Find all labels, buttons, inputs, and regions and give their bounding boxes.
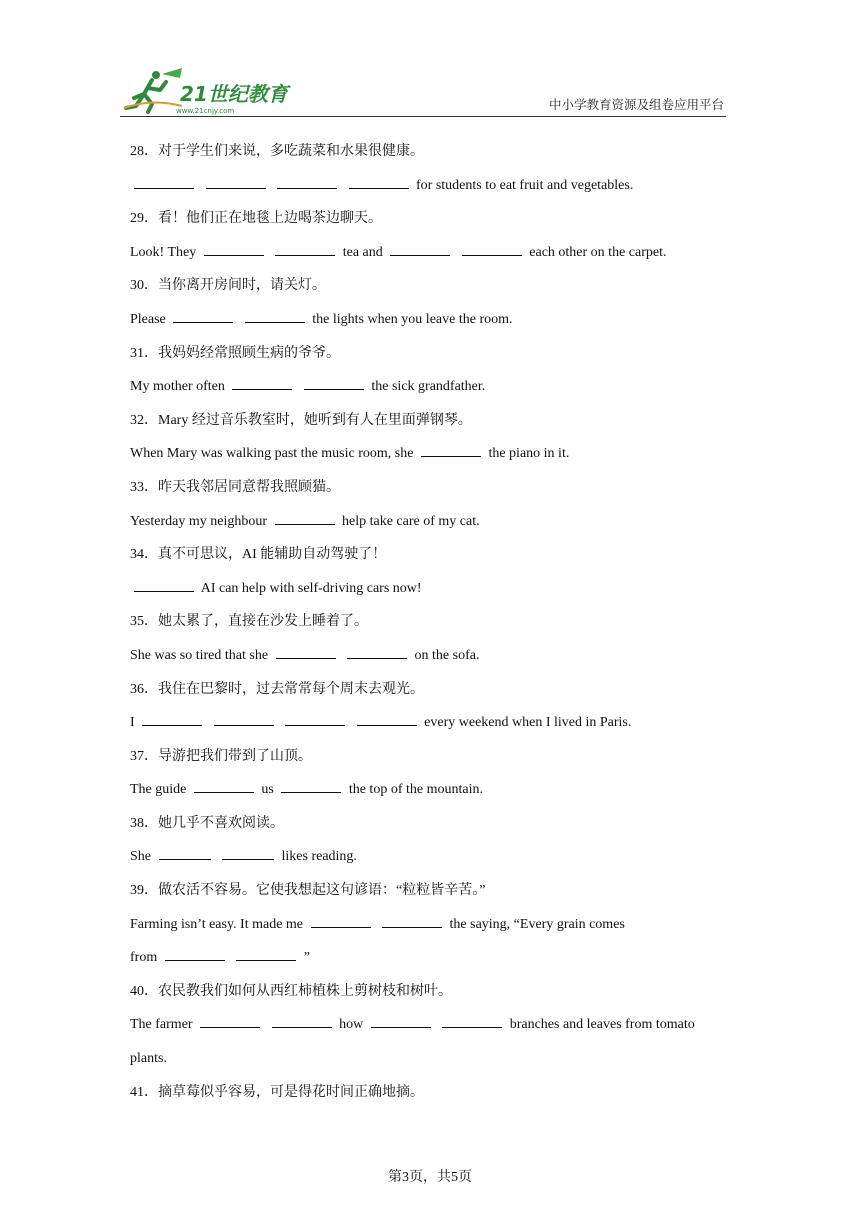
question-number: 32． [130,412,158,428]
question-number: 40． [130,983,158,999]
answer-blank[interactable] [357,710,417,726]
sentence-text: the piano in it. [488,446,570,462]
sentence-text: My mother often [130,379,225,395]
question-number: 31． [130,345,158,361]
question-prompt [130,205,730,239]
page-header [120,64,726,117]
sentence-text: Please [130,311,166,327]
answer-blank[interactable] [204,240,264,256]
answer-blank[interactable] [236,945,296,961]
question-chinese-text: 摘草莓似乎容易，可是得花时间正确地摘。 [158,1084,424,1100]
answer-blank[interactable] [275,240,335,256]
answer-blank[interactable] [442,1012,502,1028]
sentence-text: When Mary was walking past the music room, she [130,446,414,462]
sentence-text: how [339,1017,364,1033]
question-number: 37． [130,748,158,764]
question-english-line [130,239,730,273]
question-chinese-text: 做农活不容易。它使我想起这句谚语：“粒粒皆辛苦。” [158,883,486,899]
question-prompt [130,810,730,844]
question-english-line [130,508,730,542]
answer-blank[interactable] [304,374,364,390]
question-chinese-text: 对于学生们来说，多吃蔬菜和水果很健康。 [158,144,424,159]
answer-blank[interactable] [382,912,442,928]
question-chinese-text: 导游把我们带到了山顶。 [158,748,312,764]
sentence-text: She [130,849,151,865]
logo-21cnjy [122,68,292,116]
sentence-text: on the sofa. [414,647,480,663]
answer-blank[interactable] [214,710,274,726]
answer-blank[interactable] [275,509,335,525]
logo-text: 21世纪教育 [180,82,288,106]
question-prompt [130,978,730,1012]
question-number: 38． [130,815,158,831]
question-english-line [130,306,730,340]
question-number: 34． [130,547,158,563]
sentence-text: every weekend when I lived in Paris. [424,715,632,731]
sentence-text: the sick grandfather. [371,379,486,395]
question-prompt [130,676,730,710]
sentence-text: Yesterday my neighbour [130,513,268,529]
sentence-text: The farmer [130,1017,193,1033]
answer-blank[interactable] [285,710,345,726]
question-chinese-text: 她太累了，直接在沙发上睡着了。 [158,614,368,630]
answer-blank[interactable] [194,777,254,793]
answer-blank[interactable] [206,173,266,189]
answer-blank[interactable] [272,1012,332,1028]
answer-blank[interactable] [159,844,211,860]
question-number: 29． [130,211,158,227]
question-chinese-text: 她几乎不喜欢阅读。 [158,815,284,831]
sentence-text: ” [303,950,310,966]
question-number: 41． [130,1084,158,1100]
answer-blank[interactable] [390,240,450,256]
sentence-text: help take care of my cat. [342,513,480,529]
question-english-line [130,1011,730,1045]
question-prompt [130,407,730,441]
page-number: 第3页，共5页 [388,1170,472,1185]
answer-blank[interactable] [311,912,371,928]
answer-blank[interactable] [165,945,225,961]
question-number: 36． [130,681,158,697]
answer-blank[interactable] [349,173,409,189]
answer-blank[interactable] [371,1012,431,1028]
sentence-text: plants. [130,1051,167,1067]
sentence-text: each other on the carpet. [529,244,667,260]
answer-blank[interactable] [222,844,274,860]
sentence-text: branches and leaves from tomato [509,1017,695,1033]
sentence-text: us [261,782,274,798]
answer-blank[interactable] [134,576,194,592]
sentence-text: The guide [130,782,187,798]
sentence-text: Look! They [130,244,197,260]
question-prompt [130,1079,730,1113]
sentence-text: tea and [342,244,383,260]
answer-blank[interactable] [142,710,202,726]
question-prompt [130,743,730,777]
question-english-line [130,911,730,945]
answer-blank[interactable] [347,643,407,659]
question-prompt [130,877,730,911]
question-english-line [130,440,730,474]
question-prompt [130,608,730,642]
question-number: 30． [130,278,158,294]
sentence-text: likes reading. [281,849,357,865]
question-english-line [130,642,730,676]
answer-blank[interactable] [277,173,337,189]
sentence-text: for students to eat fruit and vegetables. [416,177,634,193]
answer-blank[interactable] [200,1012,260,1028]
question-english-line [130,172,730,206]
logo-url-text: www.21cnjy.com [176,107,235,115]
sentence-text: I [130,715,135,731]
question-prompt [130,138,730,172]
sentence-text: Farming isn’t easy. It made me [130,916,304,932]
question-prompt [130,474,730,508]
question-english-line-continued [130,944,730,978]
platform-name: 中小学教育资源及组卷应用平台 [548,98,724,112]
answer-blank[interactable] [276,643,336,659]
question-list [130,138,730,1112]
question-english-line [130,709,730,743]
question-prompt [130,272,730,306]
sentence-text: the saying, “Every grain comes [449,916,625,932]
answer-blank[interactable] [173,307,233,323]
question-number: 28． [130,144,158,159]
question-number: 35． [130,614,158,630]
sentence-text: the lights when you leave the room. [312,311,513,327]
sentence-text: from [130,950,158,966]
question-chinese-text: 我妈妈经常照顾生病的爷爷。 [158,345,340,361]
question-english-line [130,575,730,609]
question-chinese-text: 农民教我们如何从西红柿植株上剪树枝和树叶。 [158,983,452,999]
question-english-line-continued [130,1045,730,1079]
answer-blank[interactable] [134,173,194,189]
sentence-text: AI can help with self-driving cars now! [200,580,422,596]
question-english-line [130,776,730,810]
question-english-line [130,843,730,877]
answer-blank[interactable] [245,307,305,323]
question-english-line [130,373,730,407]
question-number: 39． [130,883,158,899]
question-chinese-text: 当你离开房间时，请关灯。 [158,278,326,294]
question-prompt [130,541,730,575]
question-chinese-text: Mary 经过音乐教室时，她听到有人在里面弹钢琴。 [158,412,472,428]
sentence-text: the top of the mountain. [348,782,483,798]
answer-blank[interactable] [462,240,522,256]
question-prompt [130,340,730,374]
question-number: 33． [130,479,158,495]
answer-blank[interactable] [232,374,292,390]
answer-blank[interactable] [421,441,481,457]
question-chinese-text: 昨天我邻居同意帮我照顾猫。 [158,479,340,495]
question-chinese-text: 看！他们正在地毯上边喝茶边聊天。 [158,211,382,227]
sentence-text: She was so tired that she [130,647,269,663]
question-chinese-text: 真不可思议，AI 能辅助自动驾驶了！ [158,547,387,563]
question-chinese-text: 我住在巴黎时，过去常常每个周末去观光。 [158,681,424,697]
answer-blank[interactable] [281,777,341,793]
